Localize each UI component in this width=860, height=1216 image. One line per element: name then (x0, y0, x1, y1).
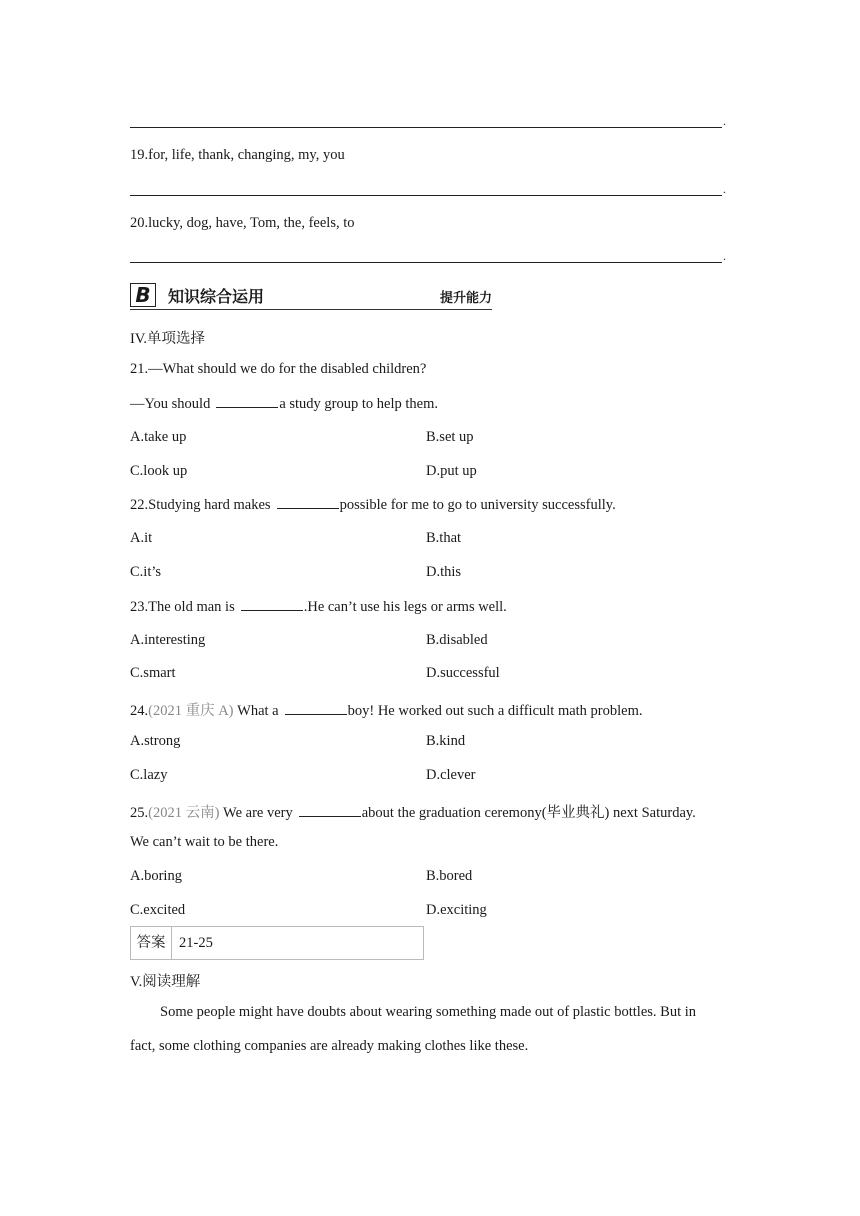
option-22-d[interactable]: D.this (426, 564, 462, 580)
question-24-text-after: boy! He worked out such a difficult math problem. (347, 703, 643, 719)
question-21-blank[interactable] (216, 395, 278, 408)
question-20: 20.lucky, dog, have, Tom, the, feels, to (130, 215, 355, 231)
section-b-badge: B (130, 283, 156, 307)
question-25-line2: We can’t wait to be there. (130, 834, 279, 850)
question-24-source: (2021 重庆 A) (148, 703, 234, 719)
question-24-blank[interactable] (285, 702, 347, 715)
period-19: . (723, 182, 726, 196)
question-24 (130, 699, 643, 720)
option-24-a[interactable]: A.strong (130, 733, 181, 749)
option-25-c[interactable]: C.excited (130, 902, 186, 918)
question-21-line1: 21.—What should we do for the disabled children? (130, 361, 427, 377)
section-banner (130, 281, 492, 310)
answer-range: 21-25 (179, 935, 213, 951)
answer-line-20 (130, 262, 722, 263)
passage-line-2: fact, some clothing companies are already making clothes like these. (130, 1038, 529, 1054)
option-22-b[interactable]: B.that (426, 530, 462, 546)
option-21-d[interactable]: D.put up (426, 463, 477, 479)
question-25 (130, 801, 696, 822)
option-22-c[interactable]: C.it’s (130, 564, 162, 580)
question-22 (130, 496, 616, 514)
question-23-text-after: .He can’t use his legs or arms well. (303, 599, 507, 615)
question-25-text-before: We are very (223, 805, 293, 821)
question-25-number: 25. (130, 805, 149, 821)
option-21-a[interactable]: A.take up (130, 429, 187, 445)
question-23-text-before: 23.The old man is (130, 599, 235, 615)
option-23-d[interactable]: D.successful (426, 665, 500, 681)
option-25-d[interactable]: D.exciting (426, 902, 487, 918)
question-19: 19.for, life, thank, changing, my, you (130, 147, 345, 163)
question-22-text-before: 22.Studying hard makes (130, 497, 271, 513)
question-23-blank[interactable] (241, 598, 303, 611)
question-25-source: (2021 云南) (148, 805, 220, 821)
passage-line-1: Some people might have doubts about wearing something made out of plastic bottles. But in (160, 1004, 697, 1020)
answer-line-18 (130, 127, 722, 128)
option-23-b[interactable]: B.disabled (426, 632, 488, 648)
option-23-a[interactable]: A.interesting (130, 632, 206, 648)
section-5-heading: V.阅读理解 (130, 974, 201, 990)
option-22-a[interactable]: A.it (130, 530, 153, 546)
option-24-c[interactable]: C.lazy (130, 767, 168, 783)
option-21-c[interactable]: C.look up (130, 463, 188, 479)
option-25-a[interactable]: A.boring (130, 868, 182, 884)
option-24-d[interactable]: D.clever (426, 767, 476, 783)
question-21-line2 (130, 395, 438, 413)
question-22-blank[interactable] (277, 496, 339, 509)
section-4-heading: IV.单项选择 (130, 331, 206, 347)
period-18: . (723, 114, 726, 128)
question-25-blank[interactable] (299, 804, 361, 817)
question-23 (130, 598, 507, 616)
banner-subtitle: 提升能力 (439, 291, 492, 306)
answer-box (130, 926, 424, 960)
period-20: . (723, 249, 726, 263)
answer-label: 答案 (131, 927, 172, 959)
option-25-b[interactable]: B.bored (426, 868, 473, 884)
question-21-text-before: —You should (130, 396, 211, 412)
question-24-number: 24. (130, 703, 149, 719)
question-24-text-before: What a (237, 703, 279, 719)
option-24-b[interactable]: B.kind (426, 733, 466, 749)
question-22-text-after: possible for me to go to university successfully. (339, 497, 616, 513)
option-21-b[interactable]: B.set up (426, 429, 474, 445)
question-21-text-after: a study group to help them. (279, 396, 438, 412)
answer-line-19 (130, 195, 722, 196)
banner-title: 知识综合运用 (168, 287, 265, 306)
question-25-text-after: about the graduation ceremony(毕业典礼) next Saturday. (361, 805, 696, 821)
option-23-c[interactable]: C.smart (130, 665, 176, 681)
